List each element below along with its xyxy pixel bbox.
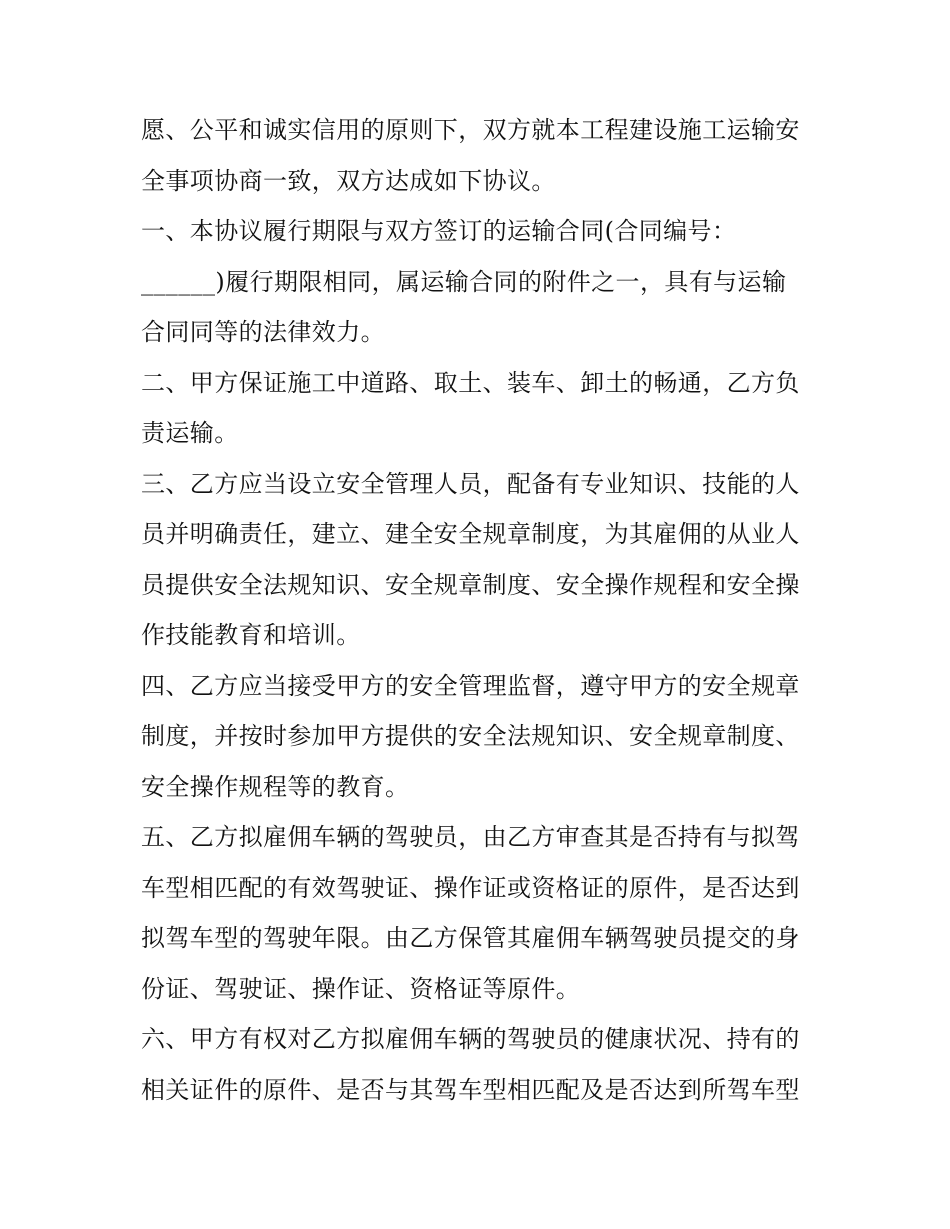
text-line: 全事项协商一致，双方达成如下协议。 bbox=[141, 166, 556, 195]
text-line: 责运输。 bbox=[141, 419, 239, 447]
text-line: 五、乙方拟雇佣车辆的驾驶员，由乙方审查其是否持有与拟驾 bbox=[141, 823, 800, 851]
text-line: 员提供安全法规知识、安全规章制度、安全操作规程和安全操 bbox=[141, 570, 800, 599]
document-body bbox=[141, 105, 821, 1115]
text-line: 车型相匹配的有效驾驶证、操作证或资格证的原件，是否达到 bbox=[141, 873, 800, 902]
text-line: 一、本协议履行期限与双方签订的运输合同(合同编号： bbox=[141, 217, 737, 245]
text-line: 安全操作规程等的教育。 bbox=[141, 772, 410, 801]
text-line: 四、乙方应当接受甲方的安全管理监督，遵守甲方的安全规章 bbox=[141, 671, 800, 700]
text-line: 六、甲方有权对乙方拟雇佣车辆的驾驶员的健康状况、持有的 bbox=[141, 1025, 800, 1053]
text-line: 制度，并按时参加甲方提供的安全法规知识、安全规章制度、 bbox=[141, 722, 800, 750]
text-line: 作技能教育和培训。 bbox=[141, 621, 361, 649]
text-line: 相关证件的原件、是否与其驾车型相匹配及是否达到所驾车型 bbox=[141, 1075, 800, 1104]
text-line: 份证、驾驶证、操作证、资格证等原件。 bbox=[141, 974, 581, 1003]
text-line: 拟驾车型的驾驶年限。由乙方保管其雇佣车辆驾驶员提交的身 bbox=[141, 924, 800, 952]
text-line: 二、甲方保证施工中道路、取土、装车、卸土的畅通，乙方负 bbox=[141, 368, 800, 397]
text-line: 员并明确责任，建立、建全安全规章制度，为其雇佣的从业人 bbox=[141, 520, 800, 548]
text-line: 三、乙方应当设立安全管理人员，配备有专业知识、技能的人 bbox=[141, 469, 800, 498]
text-line: 合同同等的法律效力。 bbox=[141, 318, 385, 346]
text-line: ______)履行期限相同，属运输合同的附件之一，具有与运输 bbox=[141, 267, 787, 296]
text-line: 愿、公平和诚实信用的原则下，双方就本工程建设施工运输安 bbox=[141, 116, 800, 144]
